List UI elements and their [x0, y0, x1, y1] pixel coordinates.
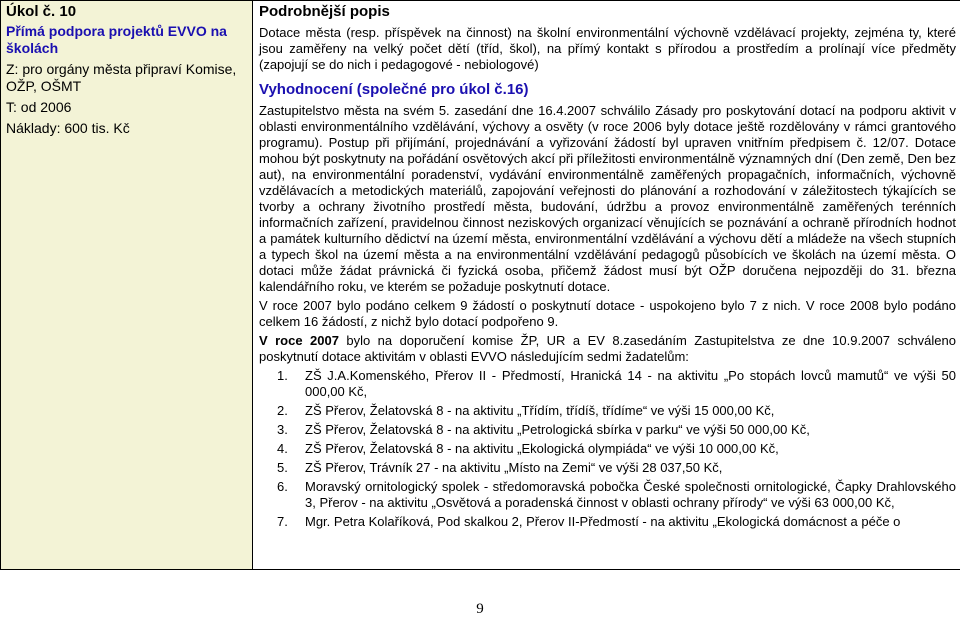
approved-lead: V roce 2007: [259, 333, 339, 348]
costs: Náklady: 600 tis. Kč: [6, 120, 130, 136]
list-item-text: Moravský ornitologický spolek - středomoravská pobočka České společnosti ornitologické, Čapky Drahlovského 3, Přerov - na aktivitu „Osvětová a poradenská činnost v oblasti ochrany přírody“ ve výši 63 000,00 Kč,: [305, 479, 956, 510]
list-item-number: 5.: [277, 460, 288, 475]
detail-heading: Podrobnější popis: [259, 3, 390, 20]
task-number: Úkol č. 10: [6, 3, 77, 20]
task-name: Přímá podpora projektů EVVO na školách: [6, 23, 227, 56]
list-item-text: ZŠ J.A.Komenského, Přerov II - Předmostí, Hranická 14 - na aktivitu „Po stopách lovců mamutů“ ve výši 50 000,00 Kč,: [305, 368, 956, 399]
evaluation-paragraph: Zastupitelstvo města na svém 5. zasedání dne 16.4.2007 schválilo Zásady pro poskytování dotací na podporu aktivit v oblasti environmentálního vzdělávání, výchovy a osvěty (v roce 2006 byly dotace ještě rozdělovány v rámci grantového programu). Postup při přijímání, projednávání a vyřizování žádostí byl upraven vnitřním předpisem č. 12/07. Dotace mohou být poskytnuty na pořádání osvětových akcí při příležitosti environmentálně významných dní (Den země, Den bez aut), na environmentální poradenství, vydávání environmentálně zaměřených propagačních, informačních, výchovně vzdělávacích a metodických materiálů, zapojování veřejnosti do plánování a rozhodování v záležitostech týkajících se tvorby a ochrany životního prostředí města, budování, údržbu a provoz environmentálně zaměřených terénních informačních zařízení, pravidelnou činnost neziskových organizací věnujících se poznávání a ochraně přírodních hodnot a památek kulturního dědictví na území města, environmentální vzdělávání a výchovu dětí a mládeže na všech stupních a typech škol na území města a na environmentální vzdělávání pedagogů působících ve školách na území města. O dotaci může žádat právnická či fyzická osoba, přičemž žádost musí být OŽP doručena nejpozději do 31. března kalendářního roku, ve kterém se požaduje poskytnutí dotace.: [259, 103, 956, 294]
list-item-text: ZŠ Přerov, Želatovská 8 - na aktivitu „Petrologická sbírka v parku“ ve výši 50 000,00 Kč,: [305, 422, 810, 437]
list-item-number: 3.: [277, 422, 288, 437]
list-item: [259, 403, 956, 419]
approved-text: bylo na doporučení komise ŽP, UR a EV 8.zasedáním Zastupitelstva ze dne 10.9.2007 schváleno poskytnutí dotace aktivitám v oblasti EVVO následujícím sedmi žadatelům:: [259, 333, 956, 364]
list-item-text: ZŠ Přerov, Želatovská 8 - na aktivitu „Třídím, třídíš, třídíme“ ve výši 15 000,00 Kč,: [305, 403, 775, 418]
list-item-number: 2.: [277, 403, 288, 418]
list-item-text: ZŠ Přerov, Trávník 27 - na aktivitu „Místo na Zemi“ ve výši 28 037,50 Kč,: [305, 460, 723, 475]
applications-paragraph: V roce 2007 bylo podáno celkem 9 žádostí o poskytnutí dotace - uspokojeno bylo 7 z nich. V roce 2008 bylo podáno celkem 16 žádostí, z nichž bylo dotací podpořeno 9.: [259, 298, 956, 329]
list-item-number: 7.: [277, 514, 288, 529]
list-item-text: Mgr. Petra Kolaříková, Pod skalkou 2, Přerov II-Předmostí - na aktivitu „Ekologická domácnost a péče o: [305, 514, 901, 529]
term: T: od 2006: [6, 99, 72, 115]
approved-paragraph: [259, 333, 956, 365]
grants-list: [259, 368, 956, 530]
list-item: [259, 479, 956, 511]
task-summary-cell: [1, 1, 253, 570]
list-item: [259, 460, 956, 476]
list-item-text: ZŠ Přerov, Želatovská 8 - na aktivitu „Ekologická olympiáda“ ve výši 10 000,00 Kč,: [305, 441, 779, 456]
list-item: [259, 514, 956, 530]
task-detail-cell: [253, 1, 960, 570]
list-item: [259, 441, 956, 457]
page-number: 9: [476, 601, 484, 617]
evaluation-heading: Vyhodnocení (společné pro úkol č.16): [259, 81, 529, 98]
list-item-number: 1.: [277, 368, 288, 383]
list-item: [259, 422, 956, 438]
list-item-number: 4.: [277, 441, 288, 456]
list-item-number: 6.: [277, 479, 288, 494]
list-item: [259, 368, 956, 400]
responsible-bodies: Z: pro orgány města připraví Komise, OŽP, OŠMT: [6, 61, 237, 94]
description-paragraph: Dotace města (resp. příspěvek na činnost) na školní environmentální výchovně vzdělávací projekty, zejména ty, které jsou zaměřeny na velký počet dětí (tříd, škol), na přímý kontakt s přírodou a prostředím a prolínají více předměty (zapojují se do nich i pedagogové - nebiologové): [259, 25, 956, 72]
